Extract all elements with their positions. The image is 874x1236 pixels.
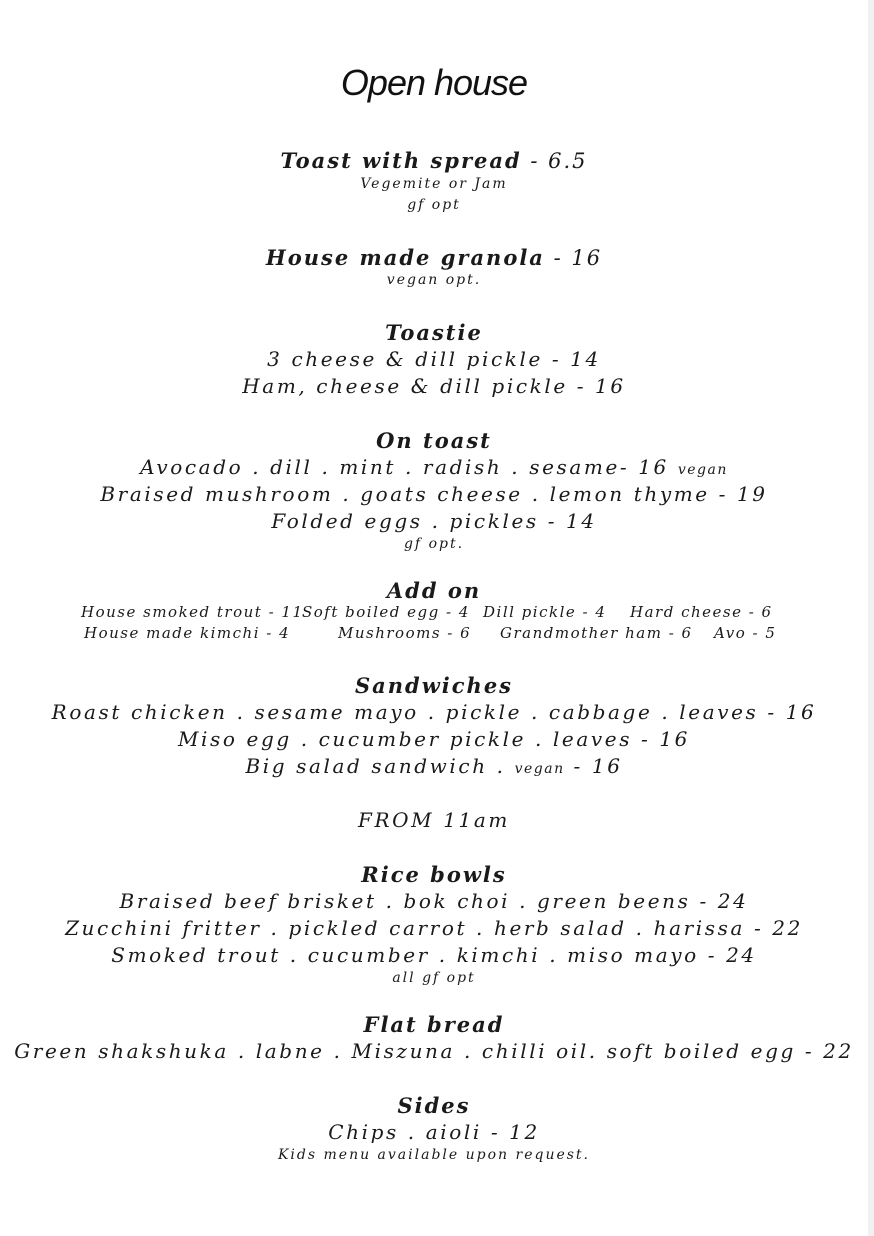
on-toast-item-text: Avocado . dill . mint . radish . sesame- 16 [140, 455, 669, 479]
rice-bowl-item: Smoked trout . cucumber . kimchi . miso mayo - 24 [111, 943, 757, 967]
toast-sub: Vegemite or Jam [360, 176, 508, 192]
toast-name: Toast with spread [280, 148, 522, 173]
sandwich-item: Roast chicken . sesame mayo . pickle . cabbage . leaves - 16 [51, 700, 817, 724]
add-on-item: House smoked trout - 11 [81, 603, 304, 621]
rice-bowl-item: Zucchini fritter . pickled carrot . herb salad . harissa - 22 [65, 916, 803, 940]
toastie-heading: Toastie [385, 320, 483, 345]
granola-price: - 16 [544, 246, 603, 270]
sandwich-item-text: Big salad sandwich . [245, 754, 515, 778]
toastie-item: Ham, cheese & dill pickle - 16 [242, 374, 626, 398]
page-edge [868, 0, 874, 1236]
sandwich-item [0, 754, 868, 778]
rice-bowls-note: all gf opt [392, 970, 476, 986]
add-on-item: Grandmother ham - 6 [500, 624, 693, 642]
on-toast-item: Braised mushroom . goats cheese . lemon thyme - 19 [100, 482, 768, 506]
vegan-tag: vegan [514, 761, 565, 777]
on-toast-item: Folded eggs . pickles - 14 [271, 509, 597, 533]
granola-heading [0, 245, 868, 270]
rice-bowl-item: Braised beef brisket . bok choi . green beens - 24 [119, 889, 749, 913]
flat-bread-item: Green shakshuka . labne . Miszuna . chilli oil. soft boiled egg - 22 [14, 1039, 854, 1063]
kids-menu-note: Kids menu available upon request. [277, 1147, 591, 1163]
rice-bowls-heading: Rice bowls [361, 862, 507, 887]
on-toast-heading: On toast [376, 428, 492, 453]
toast-heading [0, 148, 868, 173]
granola-note: vegan opt. [386, 272, 482, 288]
menu-title: Open house [340, 62, 528, 103]
granola-name: House made granola [265, 245, 545, 270]
flat-bread-heading: Flat bread [363, 1012, 505, 1037]
add-on-item: Dill pickle - 4 [483, 603, 607, 621]
from-time-note: FROM 11am [358, 808, 510, 832]
on-toast-note: gf opt. [403, 536, 465, 552]
sandwich-item-price: - 16 [564, 754, 623, 778]
add-on-item: Mushrooms - 6 [338, 624, 472, 642]
add-on-item: Avo - 5 [714, 624, 777, 642]
sandwiches-heading: Sandwiches [354, 673, 514, 698]
toast-price: - 6.5 [521, 149, 588, 173]
add-on-heading: Add on [386, 578, 482, 603]
sandwich-item: Miso egg . cucumber pickle . leaves - 16 [177, 727, 691, 751]
vegan-tag: vegan [677, 462, 728, 478]
add-on-item: Hard cheese - 6 [630, 603, 773, 621]
on-toast-item [0, 455, 868, 479]
add-on-item: Soft boiled egg - 4 [302, 603, 470, 621]
sides-item: Chips . aioli - 12 [328, 1120, 540, 1144]
add-on-item: House made kimchi - 4 [84, 624, 291, 642]
toastie-item: 3 cheese & dill pickle - 14 [267, 347, 601, 371]
sides-heading: Sides [397, 1093, 471, 1118]
toast-note: gf opt [407, 197, 461, 213]
